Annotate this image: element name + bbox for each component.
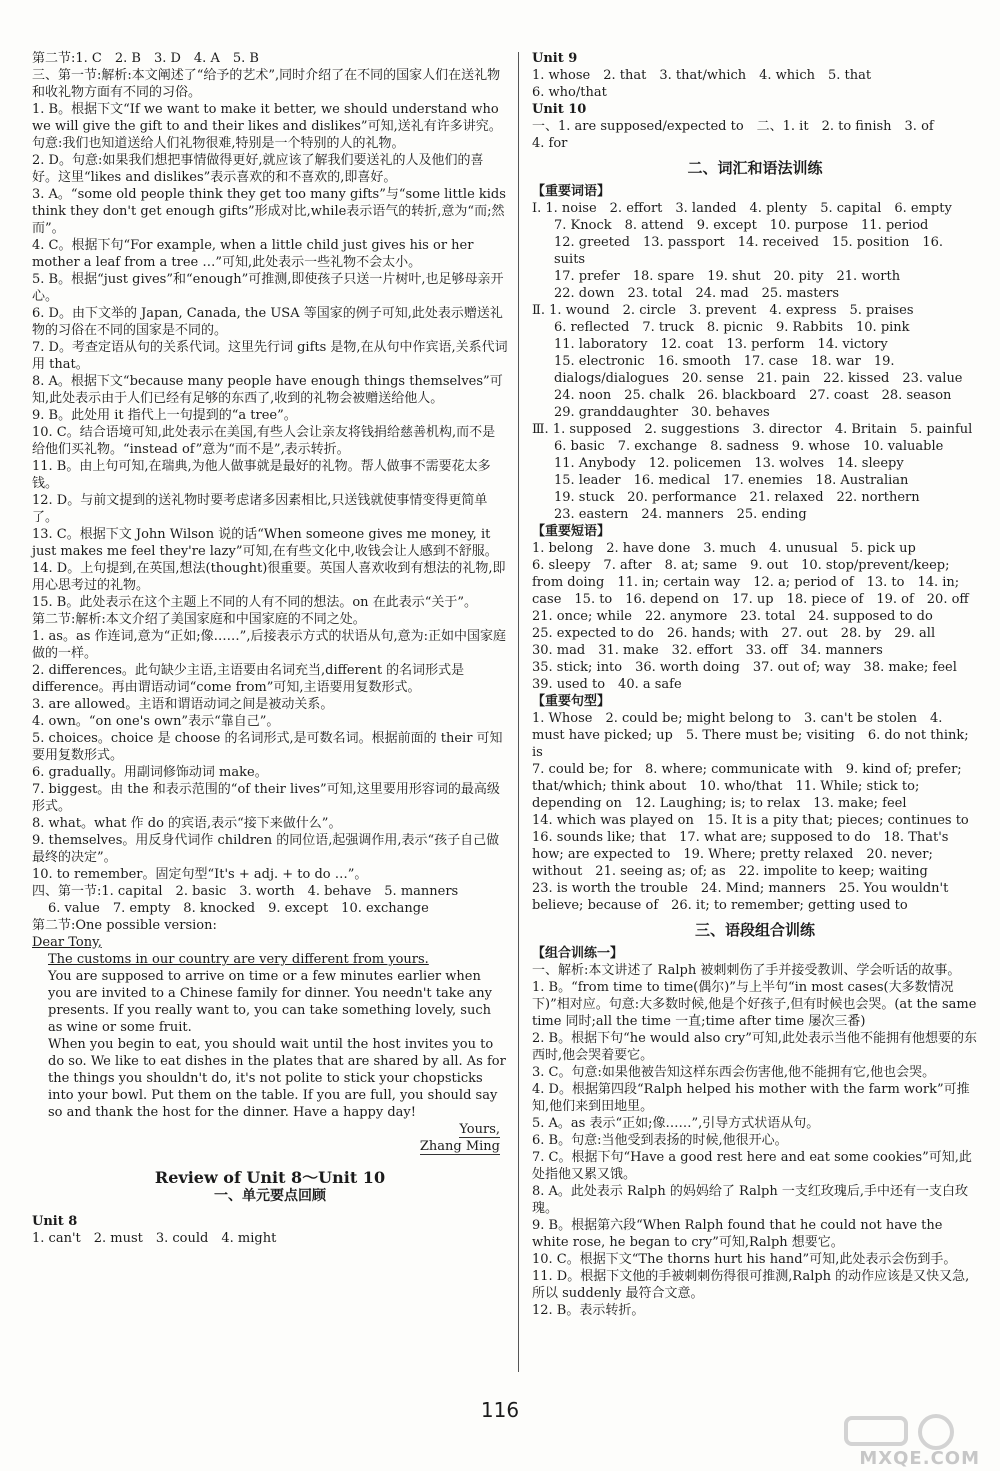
- right-top-line: 一、1. are supposed/expected to 二、1. it 2. to finish 3. of: [532, 119, 934, 134]
- left-lines-line: 第二节:1. C 2. B 3. D 4. A 5. B: [32, 51, 259, 66]
- left-lines-line: 8. what。what 作 do 的宾语,表示“接下来做什么”。: [32, 816, 342, 831]
- left-lines-line: 1. as。as 作连词,意为“正如;像……”,后接表示方式的状语从句,意为:正如中国家庭做的一样。: [32, 629, 506, 661]
- review-subtitle: 一、单元要点回顾: [214, 1188, 326, 1204]
- right-top-line: 1. whose 2. that 3. that/which 4. which 5. that: [532, 68, 872, 83]
- group-line: 6. B。句意:当他受到表扬的时候,他很开心。: [532, 1133, 788, 1148]
- vocab-title: 【重要词语】: [532, 184, 611, 199]
- left-lines-line: 9. B。此处用 it 指代上一句提到的“a tree”。: [32, 408, 297, 423]
- vocab-line: Ⅱ. 1. wound 2. circle 3. prevent 4. express 5. praises: [532, 303, 914, 318]
- sentences-line: 14. which was played on 15. It is a pity that; pieces; continues to: [532, 813, 969, 828]
- vocab-answers: [532, 200, 978, 523]
- unit-9-10-answers: [532, 50, 978, 152]
- left-lines-line: You are supposed to arrive on time or a few minutes earlier when you are invited to a Chinese family for dinner. You needn't take any presents. If you really want to, you can take something lovely, such as wine or some fruit.: [48, 969, 492, 1035]
- section3-title: 三、语段组合训练: [694, 921, 815, 939]
- review-title: Review of Unit 8～Unit 10: [154, 1168, 386, 1187]
- watermark-text: MXQE.COM: [859, 1448, 980, 1469]
- left-lines-line: 5. B。根据“just gives”和“enough”可推测,即使孩子只送一片树叶,也足够母亲开心。: [32, 272, 504, 304]
- left-lines-line: 7. D。考查定语从句的关系代词。这里先行词 gifts 是物,在从句中作宾语,关系代词用 that。: [32, 340, 508, 372]
- left-lines-line: The customs in our country are very different from yours.: [48, 952, 429, 967]
- sentences-line: 16. sounds like; that 17. what are; supposed to do 18. That's how; are expected to 19. Where; pretty relaxed 20. never; without 21. seeing as; of; as 22. impolite to keep; waiting: [532, 830, 949, 879]
- left-lines-line: Dear Tony,: [32, 935, 102, 950]
- vocab-line: Ⅰ. 1. noise 2. effort 3. landed 4. plenty 5. capital 6. empty: [532, 201, 952, 216]
- sentences-line: 23. is worth the trouble 24. Mind; manners 25. You wouldn't believe; because of 26. it; to remember; getting used to: [532, 881, 949, 913]
- left-lines-line: 10. to remember。固定句型“It's + adj. + to do …”。: [32, 867, 368, 882]
- group-line: 7. C。根据下句“Have a good rest here and eat some cookies”可知,此处指他又累又饿。: [532, 1150, 972, 1182]
- vocab-line: 15. leader 16. medical 17. enemies 18. Australian: [554, 473, 909, 488]
- unit8-answers: 1. can't 2. must 3. could 4. might: [32, 1231, 277, 1246]
- phrases-title: 【重要短语】: [532, 524, 611, 539]
- phrases-line: 1. belong 2. have done 3. much 4. unusual 5. pick up: [532, 541, 916, 556]
- sentences-line: 1. Whose 2. could be; might belong to 3. can't be stolen 4. must have picked; up 5. There must be; visiting 6. do not think; is: [532, 711, 969, 760]
- left-lines-line: 三、第一节:解析:本文阐述了“给予的艺术”,同时介绍了在不同的国家人们在送礼物和收礼物方面有不同的习俗。: [32, 68, 501, 100]
- left-lines-line: 3. A。“some old people think they get too many gifts”与“some little kids think they don't get enough gifts”形成对比,while表示语气的转折,意为“而;然而”。: [32, 187, 506, 236]
- vocab-line: 23. eastern 24. manners 25. ending: [554, 507, 807, 522]
- phrases-line: 35. stick; into 36. worth doing 37. out of; way 38. make; feel: [532, 660, 957, 675]
- left-lines-line: 6. D。由下文举的 Japan, Canada, the USA 等国家的例子可知,此处表示赠送礼物的习俗在不同的国家是不同的。: [32, 306, 503, 338]
- group-line: 5. A。as 表示“正如;像……”,引导方式状语从句。: [532, 1116, 820, 1131]
- left-lines-line: 9. themselves。用反身代词作 children 的同位语,起强调作用,表示“孩子自己做最终的决定”。: [32, 833, 500, 865]
- left-lines-line: 6. gradually。用副词修饰动词 make。: [32, 765, 268, 780]
- right-top-line: Unit 10: [532, 102, 587, 117]
- left-lines-line: 1. B。根据下文“If we want to make it better, we should understand who we will give the gift to and their likes and dislikes”可知,送礼有许多讲究。句意:我们也知道送给人们礼物很难,特别是一个特别的人的礼物。: [32, 102, 502, 151]
- left-lines-line: 4. own。“on one's own”表示“靠自己”。: [32, 714, 280, 729]
- left-lines-line: 11. B。由上句可知,在瑞典,为他人做事就是最好的礼物。帮人做事不需要花太多钱。: [32, 459, 491, 491]
- right-top-line: 4. for: [532, 136, 568, 151]
- left-lines-line: 四、第一节:1. capital 2. basic 3. worth 4. behave 5. manners: [32, 884, 459, 899]
- left-lines-line: 8. A。根据下文“because many people have enough things themselves”可知,此处表示由于人们已经有足够的东西了,收到的礼物会被赠送给他人。: [32, 374, 503, 406]
- phrases-line: 21. once; while 22. anymore 23. total 24. supposed to do: [532, 609, 933, 624]
- right-top-line: Unit 9: [532, 51, 578, 66]
- vocab-line: 6. reflected 7. truck 8. picnic 9. Rabbits 10. pink: [554, 320, 910, 335]
- letter-signature: Zhang Ming: [419, 1139, 500, 1154]
- vocab-line: 11. laboratory 12. coat 13. perform 14. victory: [554, 337, 888, 352]
- left-answers: [32, 50, 508, 1121]
- letter-closing: Yours,: [459, 1122, 500, 1137]
- left-lines-line: 15. B。此处表示在这个主题上不同的人有不同的想法。on 在此表示“关于”。: [32, 595, 477, 610]
- group-line: 10. C。根据下文“The thorns hurt his hand”可知,此处表示会伤到手。: [532, 1252, 957, 1267]
- vocab-line: 11. Anybody 12. policemen 13. wolves 14. sleepy: [554, 456, 904, 471]
- left-lines-line: 14. D。上句提到,在英国,想法(thought)很重要。英国人喜欢收到有想法的礼物,即用心思考过的礼物。: [32, 561, 506, 593]
- group-line: 9. B。根据第六段“When Ralph found that he could not have the white rose, he began to cry”可知,Ralph 想要它。: [532, 1218, 943, 1250]
- phrases-line: 39. used to 40. a safe: [532, 677, 682, 692]
- phrases-line: 25. expected to do 26. hands; with 27. out 28. by 29. all: [532, 626, 936, 641]
- page-number: 116: [480, 1398, 520, 1422]
- group-line: 12. B。表示转折。: [532, 1303, 645, 1318]
- phrases-line: 30. mad 31. make 32. effort 33. off 34. manners: [532, 643, 883, 658]
- vocab-line: 17. prefer 18. spare 19. shut 20. pity 21. worth: [554, 269, 901, 284]
- vocab-line: 24. noon 25. chalk 26. blackboard 27. coast 28. season: [554, 388, 952, 403]
- vocab-line: 22. down 23. total 24. mad 25. masters: [554, 286, 840, 301]
- vocab-line: 12. greeted 13. passport 14. received 15. position 16. suits: [554, 235, 944, 267]
- column-divider: [518, 52, 519, 1372]
- vocab-line: 7. Knock 8. attend 9. except 10. purpose 11. period: [554, 218, 929, 233]
- group-line: 1. B。“from time to time(偶尔)”与上半句“in most cases(大多数情况下)”相对应。句意:大多数时候,他是个好孩子,但有时候也会哭。(at the same time 同时;all the time 一直;time after time 屡次三番): [532, 980, 977, 1029]
- vocab-line: 15. electronic 16. smooth 17. case 18. war 19. dialogs/dialogues 20. sense 21. pain 22. kissed 23. value: [554, 354, 963, 386]
- left-lines-line: 6. value 7. empty 8. knocked 9. except 10. exchange: [48, 901, 429, 916]
- vocab-line: Ⅲ. 1. supposed 2. suggestions 3. director 4. Britain 5. painful: [532, 422, 973, 437]
- right-top-line: 6. who/that: [532, 85, 607, 100]
- sentences-title: 【重要句型】: [532, 694, 611, 709]
- group-line: 一、解析:本文讲述了 Ralph 被刺刺伤了手并接受教训、学会听话的故事。: [532, 963, 961, 978]
- group-line: 11. D。根据下文他的手被刺刺伤得很可推测,Ralph 的动作应该是又快又急,所以 suddenly 最符合文意。: [532, 1269, 970, 1301]
- left-lines-line: 13. C。根据下文 John Wilson 说的话“When someone gives me money, it just makes me feel they're lazy”可知,在有些文化中,收钱会让人感到不舒服。: [32, 527, 498, 559]
- left-column: [32, 50, 508, 1247]
- right-column: [532, 50, 978, 1319]
- group-answers: [532, 962, 978, 1319]
- vocab-line: 6. basic 7. exchange 8. sadness 9. whose 10. valuable: [554, 439, 944, 454]
- unit8-label: Unit 8: [32, 1214, 78, 1229]
- group-line: 2. B。根据下句“he would also cry”可知,此处表示当他不能拥有他想要的东西时,他会哭着要它。: [532, 1031, 978, 1063]
- left-lines-line: 7. biggest。由 the 和表示范围的“of their lives”可知,这里要用形容词的最高级形式。: [32, 782, 500, 814]
- vocab-line: 29. granddaughter 30. behaves: [554, 405, 770, 420]
- left-lines-line: When you begin to eat, you should wait until the host invites you to do so. We like to eat dishes in the plates that are shared by all. As for the things you shouldn't do, it's not polite to stick your chopsticks into your bowl. Put them on the table. If you are full, you should say so and thank the host for the dinner. Have a happy day!: [48, 1037, 506, 1120]
- section2-title: 二、词汇和语法训练: [687, 159, 823, 177]
- phrase-answers: [532, 540, 978, 693]
- group-line: 3. C。句意:如果他被告知这样东西会伤害他,他不能拥有它,他也会哭。: [532, 1065, 936, 1080]
- left-lines-line: 10. C。结合语境可知,此处表示在美国,有些人会让亲友将钱捐给慈善机构,而不是给他们买礼物。“instead of”意为“而不是”,表示转折。: [32, 425, 496, 457]
- sentences-line: 7. could be; for 8. where; communicate with 9. kind of; prefer; that/which; think about 10. who/that 11. While; stick to; depending on 12. Laughing; is; to relax 13. make; feel: [532, 762, 962, 811]
- sentence-answers: [532, 710, 978, 914]
- phrases-line: 6. sleepy 7. after 8. at; same 9. out 10. stop/prevent/keep; from doing 11. in; certain way 12. a; period of 13. to 14. in; case 15. to 16. depend on 17. up 18. piece of 19. of 20. off: [532, 558, 969, 607]
- vocab-line: 19. stuck 20. performance 21. relaxed 22. northern: [554, 490, 920, 505]
- group-title: 【组合训练一】: [532, 946, 624, 961]
- left-lines-line: 第二节:One possible version:: [32, 918, 217, 933]
- left-lines-line: 2. differences。此句缺少主语,主语要由名词充当,different 的名词形式是 difference。再由谓语动词“come from”可知,主语要用复数形式。: [32, 663, 465, 695]
- group-line: 4. D。根据第四段“Ralph helped his mother with the farm work”可推知,他们来到田地里。: [532, 1082, 970, 1114]
- left-lines-line: 12. D。与前文提到的送礼物时要考虑诸多因素相比,只送钱就使事情变得更简单了。: [32, 493, 488, 525]
- group-line: 8. A。此处表示 Ralph 的妈妈给了 Ralph 一支红玫瑰后,手中还有一支白玫瑰。: [532, 1184, 968, 1216]
- left-lines-line: 4. C。根据下句“For example, when a little child just gives his or her mother a leaf from a tree …”可知,此处表示一些礼物不会太小。: [32, 238, 474, 270]
- left-lines-line: 2. D。句意:如果我们想把事情做得更好,就应该了解我们要送礼的人及他们的喜好。这里“likes and dislikes”表示喜欢的和不喜欢的,即喜好。: [32, 153, 484, 185]
- left-lines-line: 第二节:解析:本文介绍了美国家庭和中国家庭的不同之处。: [32, 612, 366, 627]
- left-lines-line: 3. are allowed。主语和谓语动词之间是被动关系。: [32, 697, 334, 712]
- left-lines-line: 5. choices。choice 是 choose 的名词形式,是可数名词。根据前面的 their 可知要用复数形式。: [32, 731, 503, 763]
